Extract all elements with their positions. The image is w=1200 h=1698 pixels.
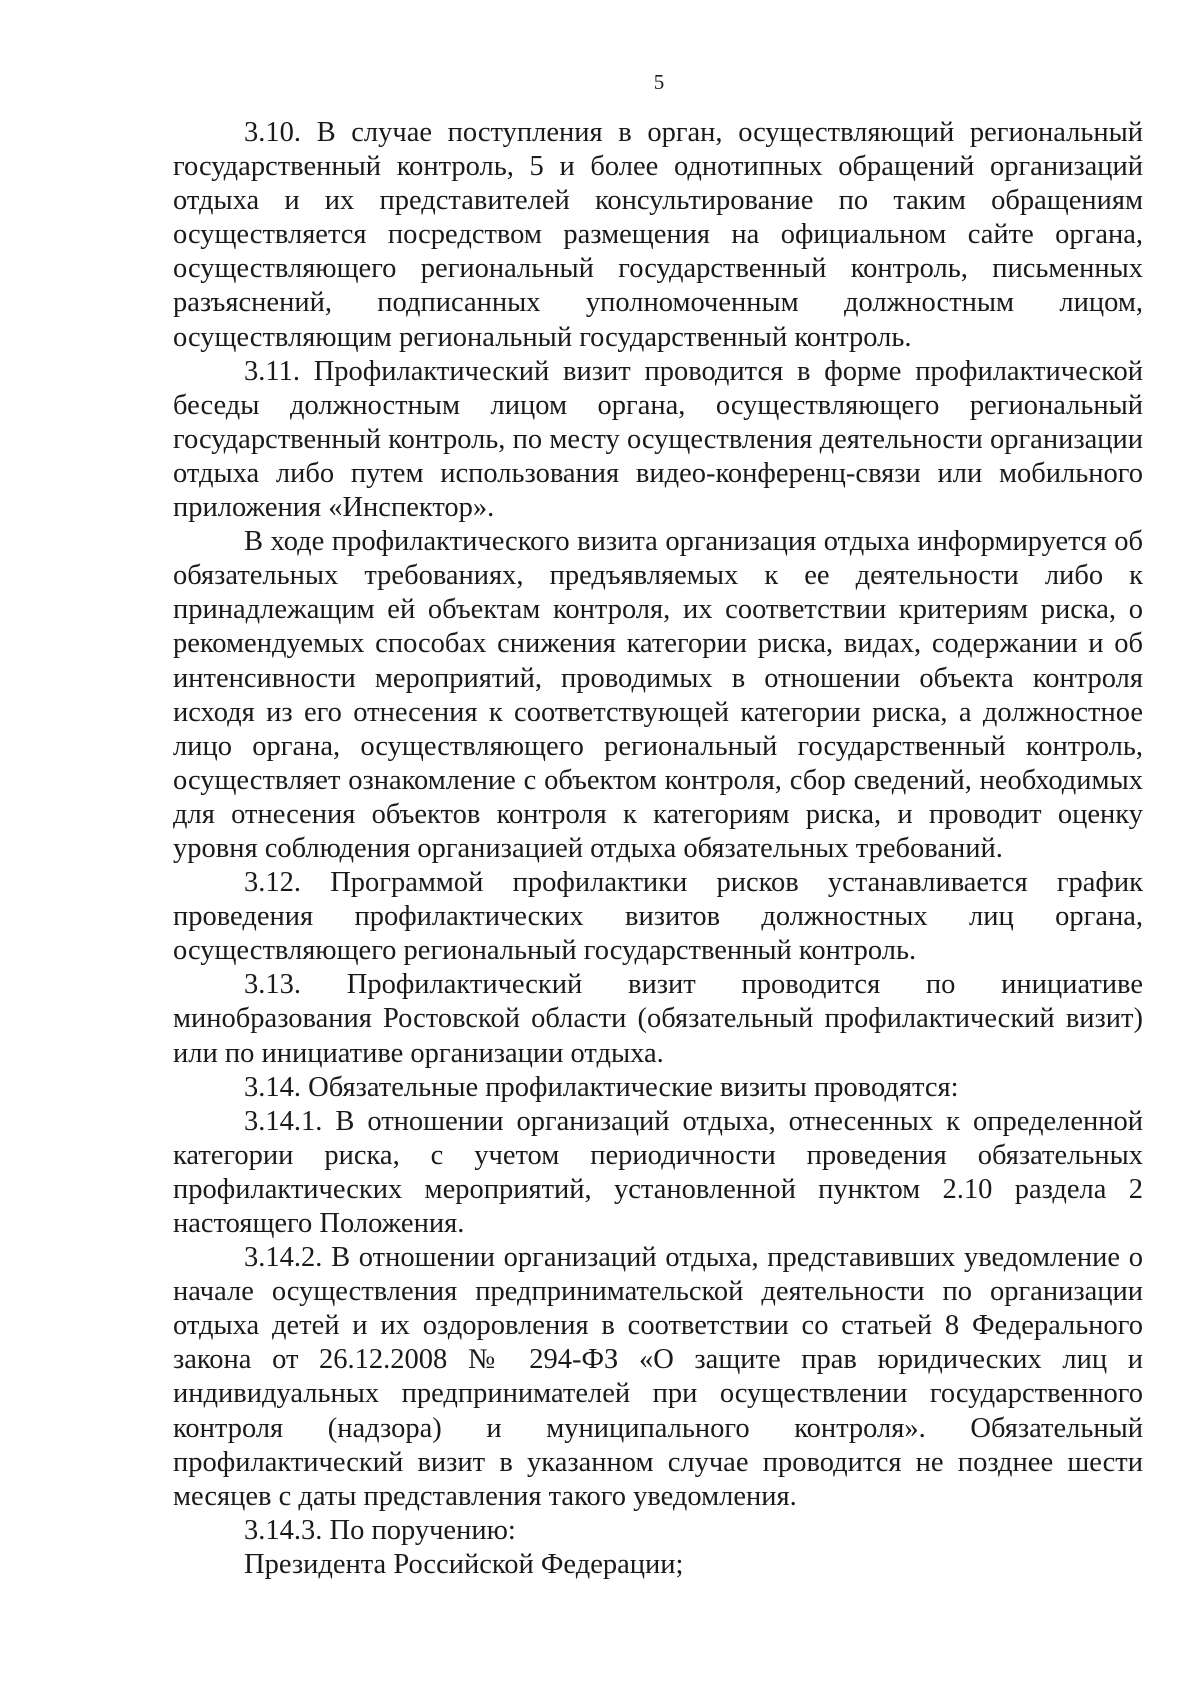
paragraph-3-14: 3.14. Обязательные профилактические визиты проводятся:: [244, 1071, 959, 1103]
paragraph-3-14-1: 3.14.1. В отношении организаций отдыха, отнесенных к определенной категории риска, с учетом периодичности проведения обязательных профилактических мероприятий, установленной пунктом 2.10 раздела 2 настоящего Положения.: [173, 1105, 1143, 1239]
paragraph-3-14-2: 3.14.2. В отношении организаций отдыха, представивших уведомление о начале осуществления предпринимательской деятельности по организации отдыха детей и их оздоровления в соответствии со статьей 8 Федерального закона от 26.12.2008 № 294-ФЗ «О защите прав юридических лиц и индивидуальных предпринимателей при осуществлении государственного контроля (надзора) и муниципального контроля». Обязательный профилактический визит в указанном случае проводится не позднее шести месяцев с даты представления такого уведомления.: [173, 1242, 1143, 1512]
paragraph-visit-description: В ходе профилактического визита организация отдыха информируется об обязательных требованиях, предъявляемых к ее деятельности либо к принадлежащим ей объектам контроля, их соответствии критериям риска, о рекомендуемых способах снижения категории риска, видах, содержании и об интенсивности мероприятий, проводимых в отношении объекта контроля исходя из его отнесения к соответствующей категории риска, а должностное лицо органа, осуществляющего региональный государственный контроль, осуществляет ознакомление с объектом контроля, сбор сведений, необходимых для отнесения объектов контроля к категориям риска, и проводит оценку уровня соблюдения организацией отдыха обязательных требований.: [173, 526, 1143, 864]
paragraph-president: Президента Российской Федерации;: [244, 1548, 684, 1580]
paragraph-3-11: 3.11. Профилактический визит проводится в форме профилактической беседы должностным лицом органа, осуществляющего региональный государственный контроль, по месту осуществления деятельности организации отдыха либо путем использования видео-конференц-связи или мобильного приложения «Инспектор».: [173, 355, 1143, 524]
document-body: [173, 116, 1143, 1582]
paragraph-3-14-3: 3.14.3. По поручению:: [244, 1514, 516, 1546]
page-number: 5: [653, 70, 665, 94]
paragraph-3-12: 3.12. Программой профилактики рисков устанавливается график проведения профилактических визитов должностных лиц органа, осуществляющего региональный государственный контроль.: [173, 867, 1143, 967]
paragraph-3-13: 3.13. Профилактический визит проводится по инициативе минобразования Ростовской области (обязательный профилактический визит) или по инициативе организации отдыха.: [173, 969, 1143, 1069]
paragraph-3-10: 3.10. В случае поступления в орган, осуществляющий региональный государственный контроль, 5 и более однотипных обращений организаций отдыха и их представителей консультирование по таким обращениям осуществляется посредством размещения на официальном сайте органа, осуществляющего региональный государственный контроль, письменных разъяснений, подписанных уполномоченным должностным лицом, осуществляющим региональный государственный контроль.: [173, 117, 1143, 353]
